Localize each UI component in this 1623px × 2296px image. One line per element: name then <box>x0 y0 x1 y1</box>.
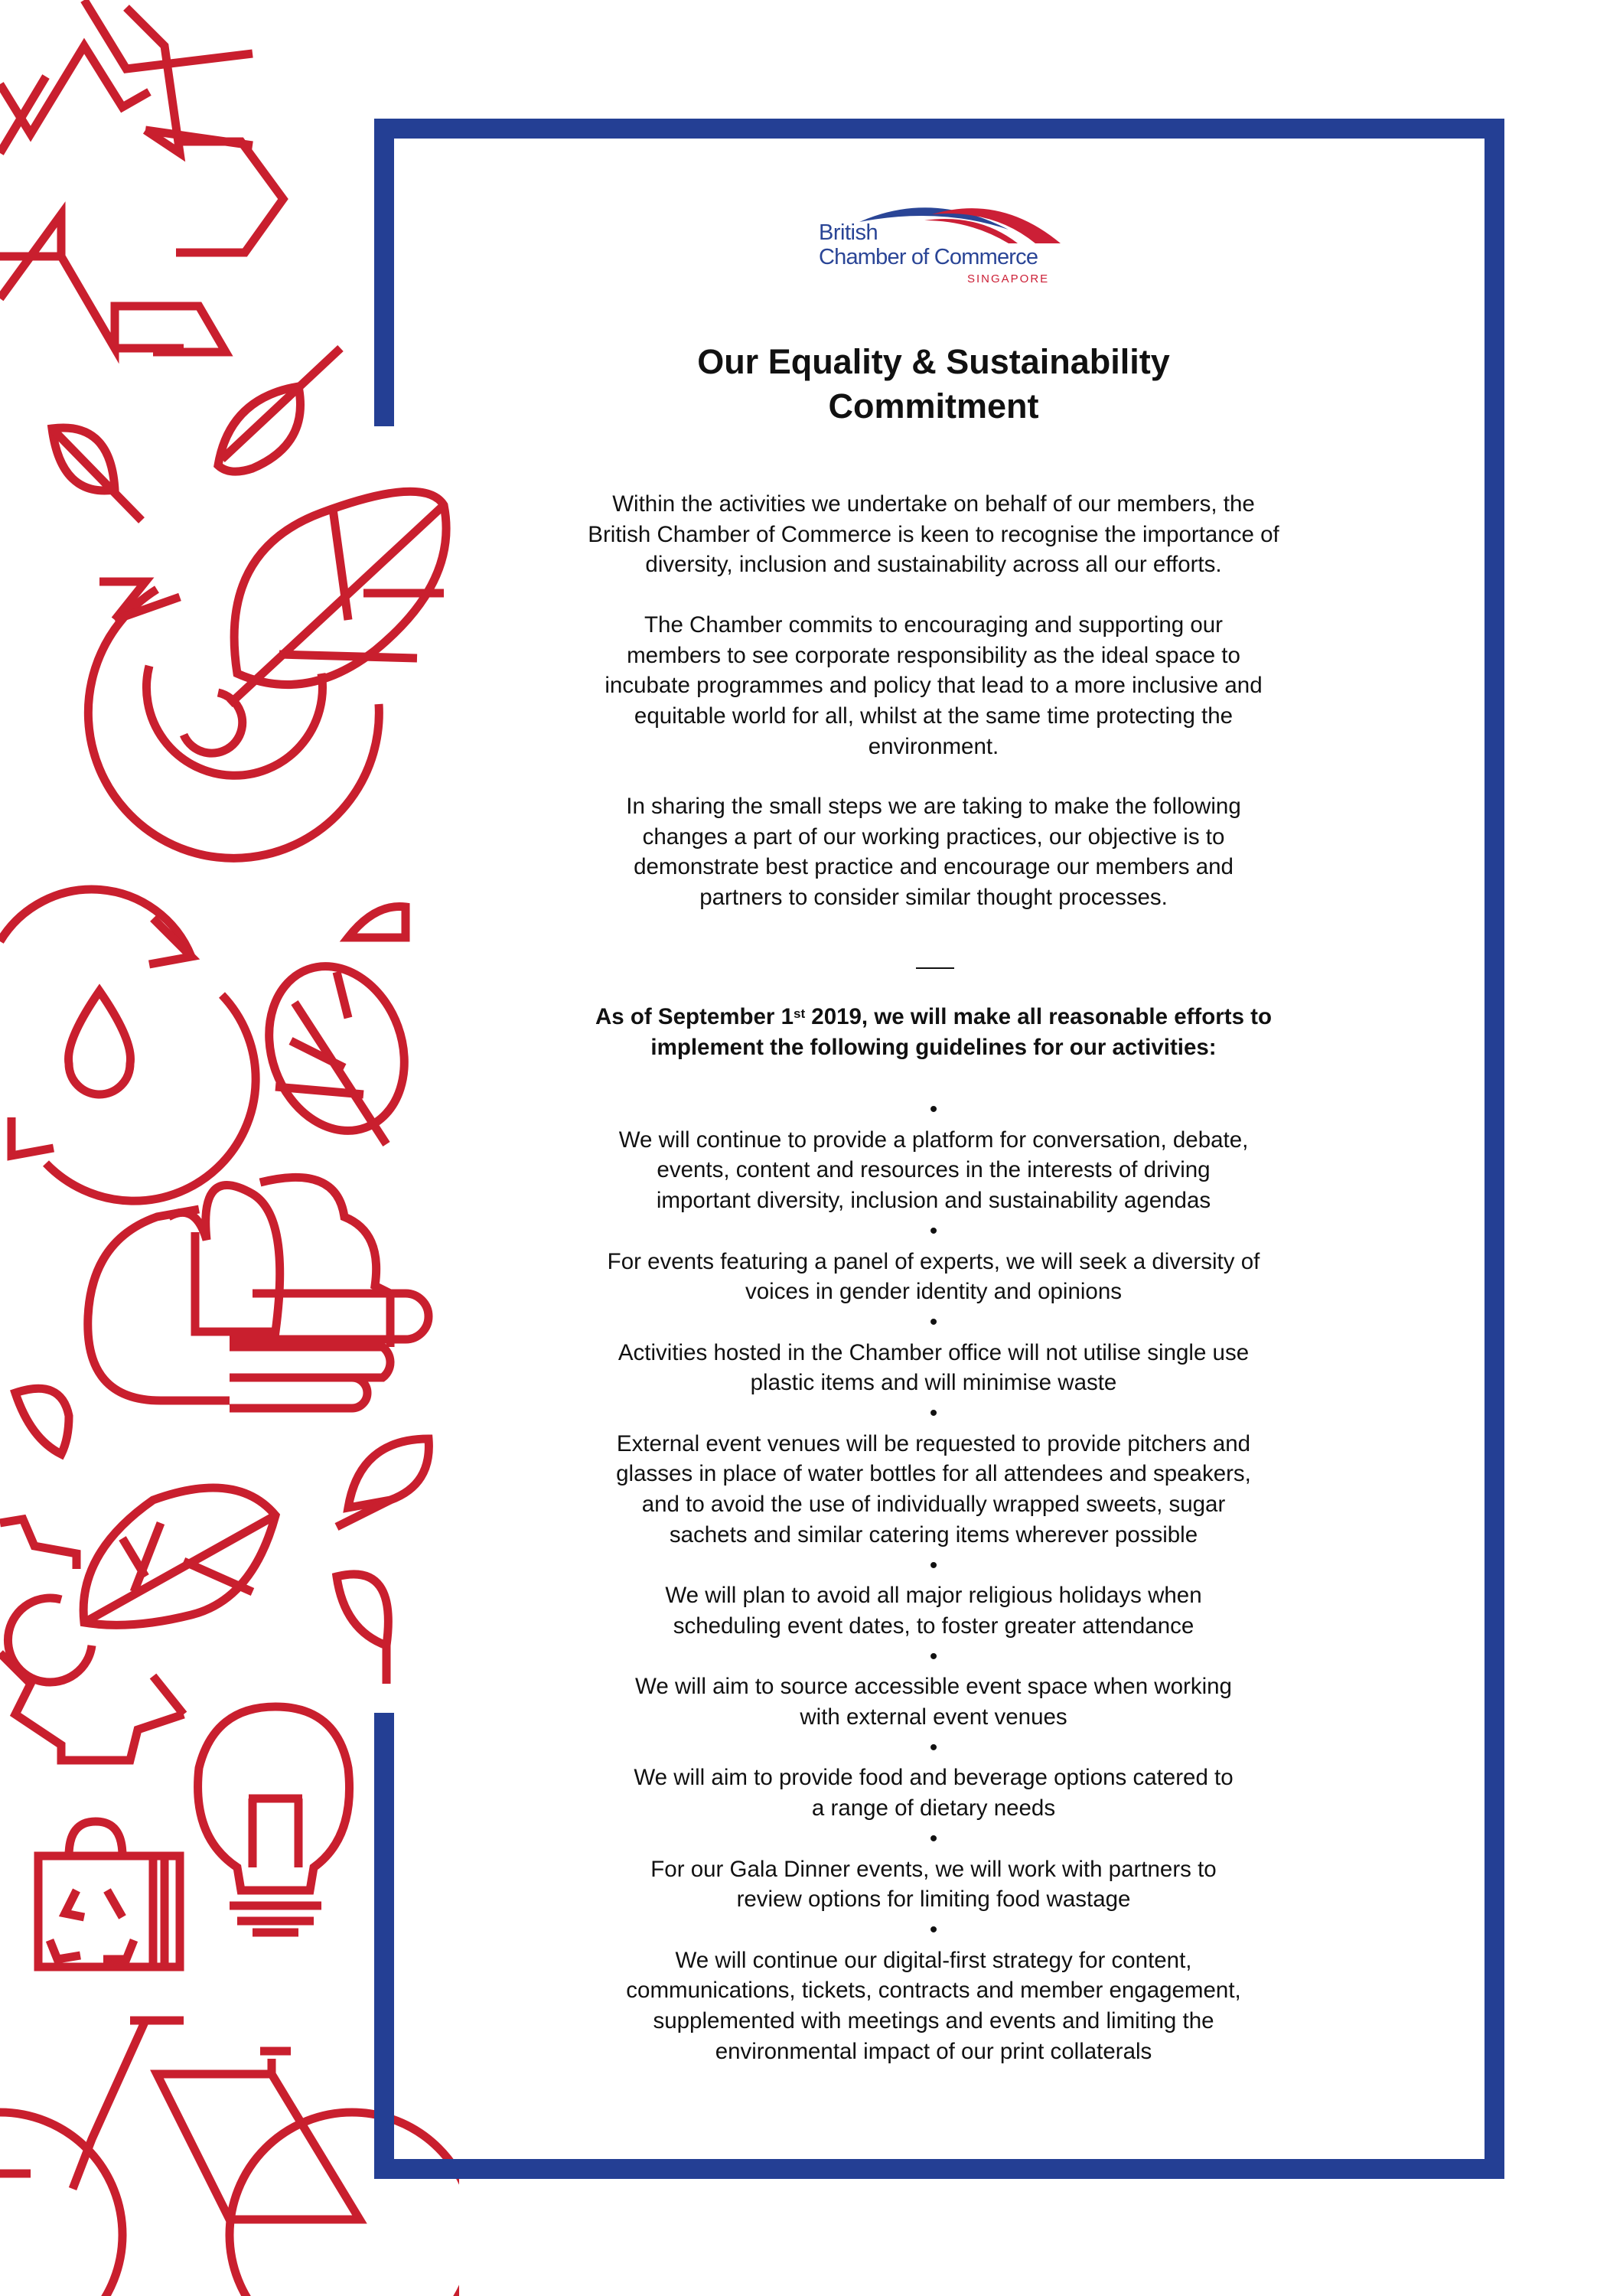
section-divider <box>916 967 954 969</box>
guideline-item <box>520 1915 1347 2067</box>
lead-superscript: st <box>793 1006 806 1021</box>
text-line: incubate programmes and policy that lead to a more inclusive and <box>605 673 1263 699</box>
text-line: review options for limiting food wastage <box>736 1887 1131 1913</box>
bullet-icon: • <box>929 1552 938 1578</box>
guideline-item <box>520 1307 1347 1398</box>
logo-text-singapore: SINGAPORE <box>967 272 1050 285</box>
text-line: a range of dietary needs <box>811 1795 1056 1821</box>
bullet-icon: • <box>929 1401 938 1427</box>
text-line: plastic items and will minimise waste <box>750 1370 1117 1396</box>
lead-text: 2019, we will make all reasonable efforts to <box>805 1004 1273 1029</box>
text-line: We will aim to source accessible event space when working <box>635 1674 1232 1700</box>
intro-paragraph <box>520 610 1347 762</box>
lead-line <box>520 1002 1347 1032</box>
text-line: members to see corporate responsibility as the ideal space to <box>627 642 1240 668</box>
bullet-icon: • <box>929 1218 938 1244</box>
text-line: equitable world for all, whilst at the same time protecting the <box>634 703 1234 729</box>
guideline-item <box>520 1733 1347 1824</box>
text-line: We will aim to provide food and beverage options catered to <box>634 1765 1234 1791</box>
text-line: For our Gala Dinner events, we will work with partners to <box>650 1856 1217 1882</box>
title-line: Commitment <box>828 386 1039 426</box>
text-line: sachets and similar catering items wherever possible <box>669 1521 1198 1548</box>
bullet-icon: • <box>929 1916 938 1942</box>
text-line: demonstrate best practice and encourage our members and <box>634 854 1234 880</box>
guideline-item <box>520 1551 1347 1642</box>
logo-text-chamber: Chamber of Commerce <box>819 245 1038 269</box>
text-line: diversity, inclusion and sustainability across all our efforts. <box>645 552 1222 578</box>
lead-statement <box>520 1002 1347 1063</box>
text-line: partners to consider similar thought processes. <box>699 885 1168 911</box>
text-line: For events featuring a panel of experts, we will seek a diversity of <box>607 1248 1260 1274</box>
text-line: External event venues will be requested to provide pitchers and <box>616 1430 1251 1456</box>
page-title <box>520 340 1347 429</box>
guideline-item <box>520 1094 1347 1216</box>
bullet-icon: • <box>929 1734 938 1760</box>
text-line: In sharing the small steps we are taking to make the following <box>626 794 1241 819</box>
text-line: glasses in place of water bottles for all attendees and speakers, <box>616 1461 1251 1487</box>
text-line: Within the activities we undertake on behalf of our members, the <box>612 491 1255 517</box>
text-line: with external event venues <box>800 1704 1067 1730</box>
lead-line: implement the following guidelines for our activities: <box>650 1035 1217 1060</box>
guideline-item <box>520 1824 1347 1915</box>
bullet-icon: • <box>929 1825 938 1851</box>
text-line: scheduling event dates, to foster greater attendance <box>673 1613 1194 1639</box>
text-line: Activities hosted in the Chamber office will not utilise single use <box>618 1339 1250 1365</box>
guideline-item <box>520 1398 1347 1551</box>
text-line: events, content and resources in the interests of driving <box>657 1157 1211 1183</box>
guidelines-list <box>520 1094 1347 2067</box>
text-line: British Chamber of Commerce is keen to recognise the importance of <box>588 521 1279 547</box>
text-line: environment. <box>868 733 999 759</box>
title-line: Our Equality & Sustainability <box>697 342 1170 381</box>
british-chamber-logo <box>817 197 1062 293</box>
text-line: important diversity, inclusion and sustainability agendas <box>656 1188 1211 1214</box>
lead-text: As of September 1 <box>595 1004 794 1029</box>
text-line: communications, tickets, contracts and member engagement, <box>626 1978 1241 2004</box>
text-line: voices in gender identity and opinions <box>745 1279 1122 1305</box>
text-line: The Chamber commits to encouraging and supporting our <box>644 612 1223 638</box>
text-line: changes a part of our working practices, our objective is to <box>642 823 1225 850</box>
text-line: supplemented with meetings and events and limiting the <box>653 2008 1214 2034</box>
bullet-icon: • <box>929 1097 938 1122</box>
intro-paragraph <box>520 489 1347 580</box>
text-line: We will plan to avoid all major religious holidays when <box>665 1583 1202 1609</box>
guideline-item <box>520 1216 1347 1307</box>
bullet-icon: • <box>929 1309 938 1335</box>
intro-paragraph <box>520 791 1347 913</box>
bullet-icon: • <box>929 1643 938 1669</box>
text-line: We will continue our digital-first strategy for content, <box>675 1947 1192 1973</box>
logo-text-british: British <box>819 220 878 245</box>
text-line: environmental impact of our print collaterals <box>715 2038 1152 2064</box>
text-line: We will continue to provide a platform for conversation, debate, <box>618 1127 1249 1153</box>
guideline-item <box>520 1642 1347 1733</box>
text-line: and to avoid the use of individually wrapped sweets, sugar <box>641 1492 1226 1518</box>
